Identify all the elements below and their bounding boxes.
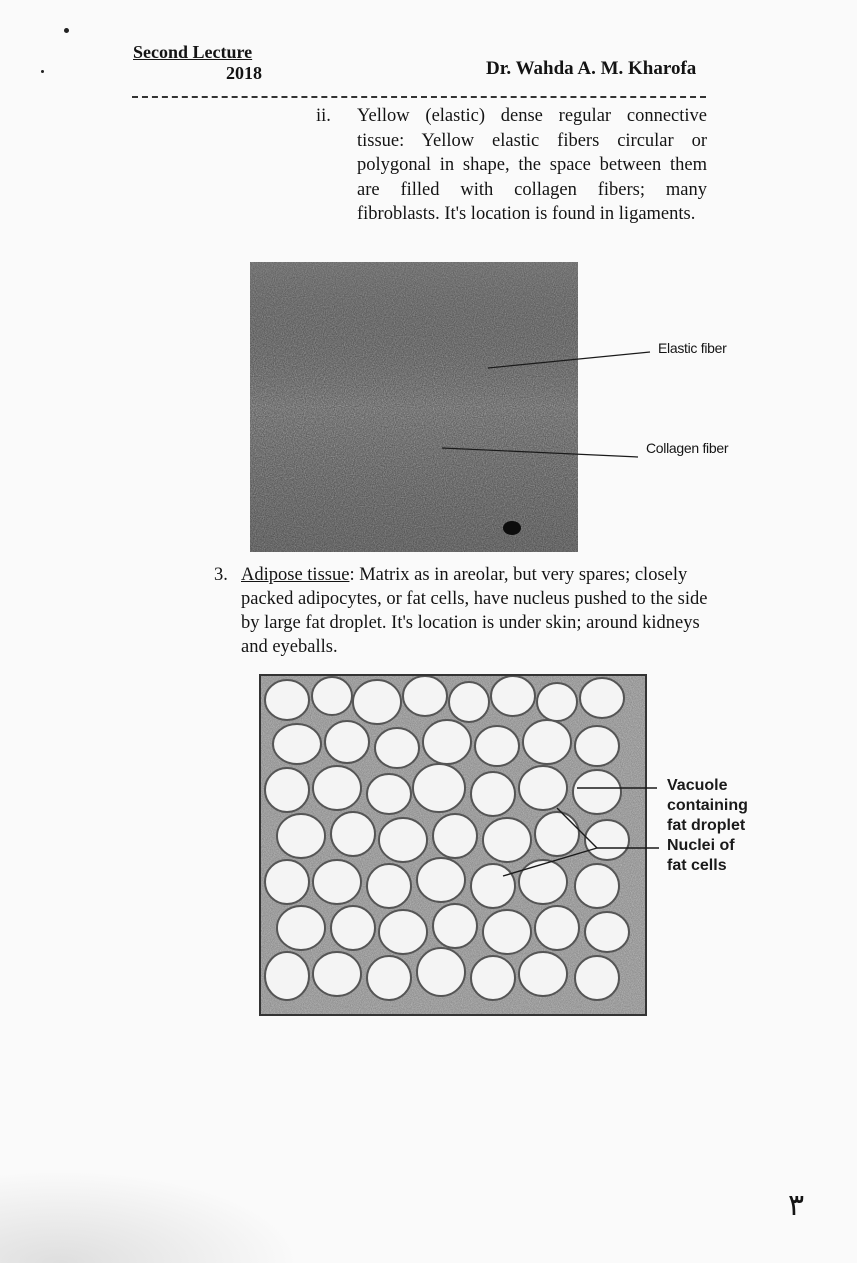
label-elastic-fiber: Elastic fiber (658, 340, 727, 356)
page-number: ٣ (788, 1188, 805, 1223)
label-vacuole-line-2: containing (667, 797, 748, 814)
section-ii-number: ii. (316, 106, 331, 126)
section-ii-text: Yellow (elastic) dense regular connective tissue: Yellow elastic fibers circular or polygonal in shape, the space between them are filled with collagen fibers; many fibroblasts. It's location is found in ligaments. (357, 106, 707, 224)
scan-speck (41, 70, 44, 73)
label-collagen-fiber: Collagen fiber (646, 440, 729, 456)
section-3-number: 3. (214, 565, 228, 585)
lecture-year: 2018 (226, 63, 262, 83)
scan-smudge (0, 1170, 300, 1263)
lecture-title: Second Lecture (133, 42, 253, 62)
section-3-paragraph (241, 563, 711, 659)
scan-speck (64, 28, 69, 33)
label-nuclei (667, 836, 735, 876)
elastic-tissue-micrograph (250, 262, 750, 554)
adipose-tissue-figure (257, 672, 767, 1018)
adipose-tissue-term: Adipose tissue (241, 565, 350, 585)
elastic-tissue-figure (250, 262, 750, 554)
adipose-tissue-description: : Matrix as in areolar, but very spares; closely packed adipocytes, or fat cells, have nucleus pushed to the side by large fat droplet. It's location is under skin; around kidneys and eyeballs. (241, 565, 708, 657)
header-divider (132, 96, 706, 98)
label-vacuole-line-3: fat droplet (667, 817, 746, 834)
label-vacuole (667, 776, 748, 836)
label-nuclei-line-2: fat cells (667, 857, 727, 874)
label-vacuole-line-1: Vacuole (667, 777, 728, 794)
header-lecture (133, 42, 262, 84)
label-nuclei-line-1: Nuclei of (667, 837, 735, 854)
header-author: Dr. Wahda A. M. Kharofa (486, 58, 697, 79)
